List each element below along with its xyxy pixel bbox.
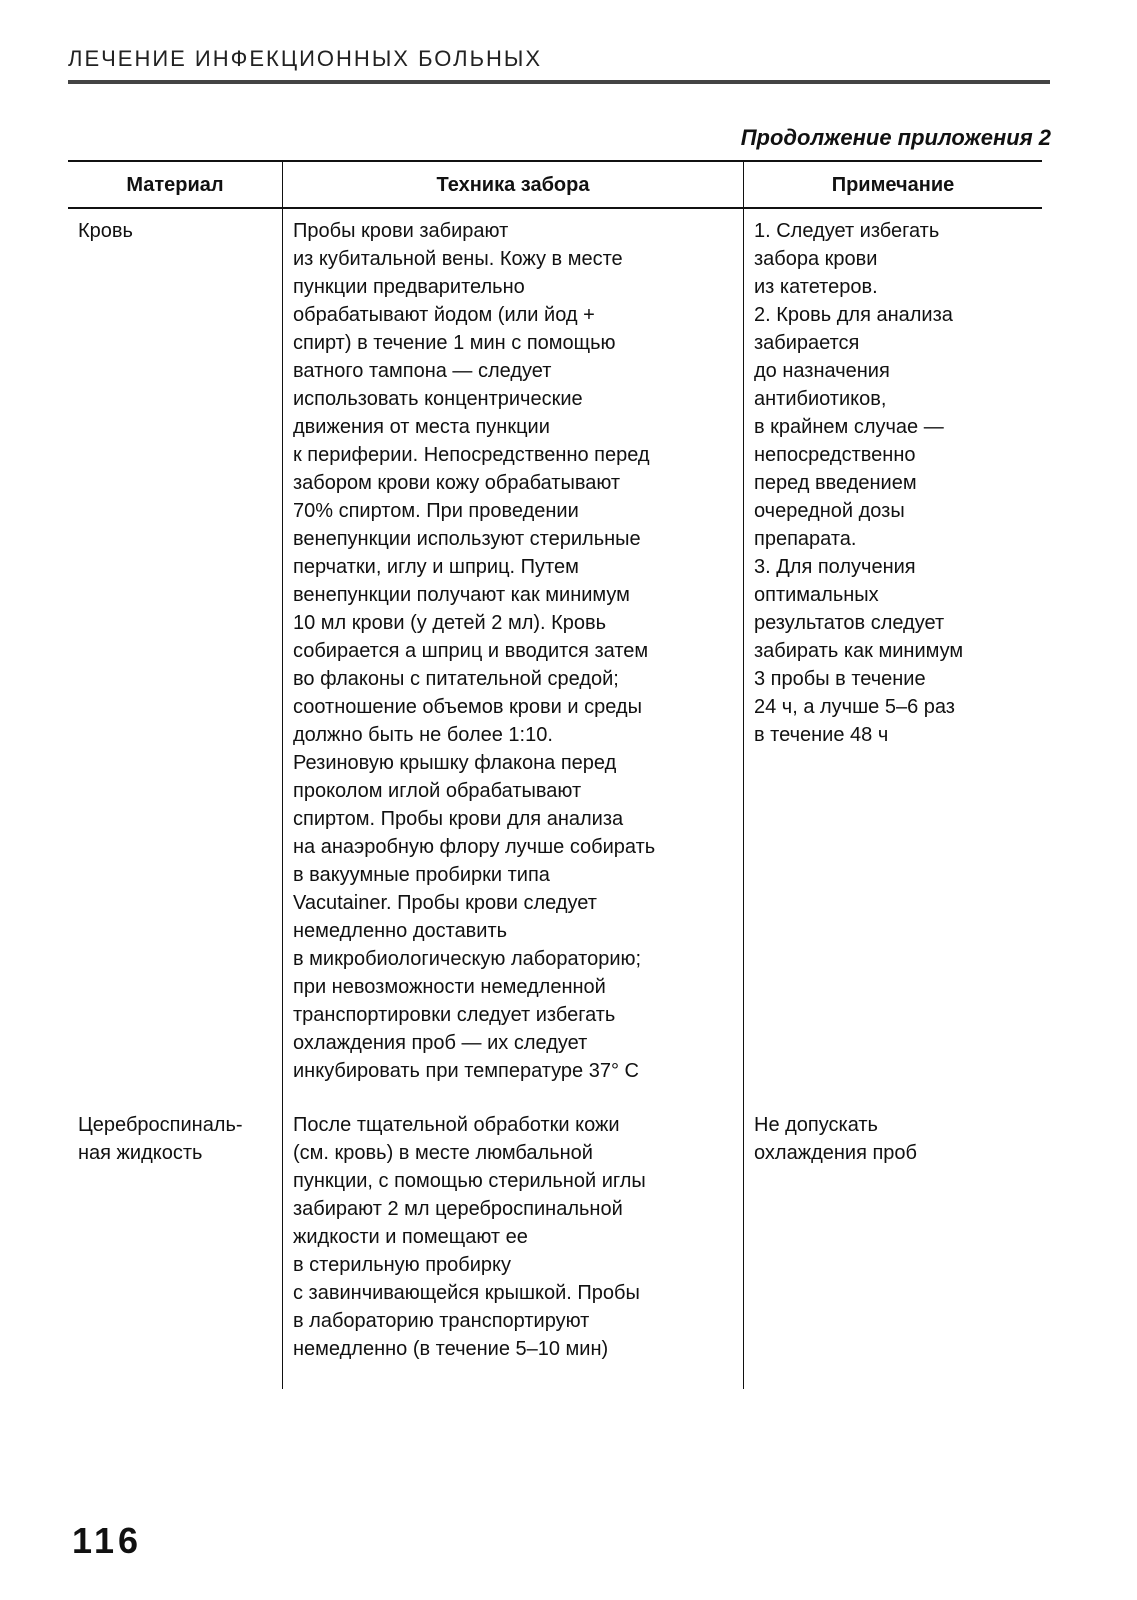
cell-note: 1. Следует избегать забора крови из катетеров. 2. Кровь для анализа забирается до назначения антибиотиков, в крайнем случае — непосредственно перед введением очередной дозы препарата. 3. Для получения оптимальных результатов следует забирать как минимум 3 пробы в течение 24 ч, а лучше 5–6 раз в течение 48 ч bbox=[754, 220, 964, 746]
header-note: Примечание bbox=[744, 161, 1043, 208]
appendix-table bbox=[68, 160, 1040, 1389]
table-header-row bbox=[68, 161, 1042, 208]
table-row-blood bbox=[68, 208, 1042, 1111]
cell-technique: Пробы крови забирают из кубитальной вены. Кожу в месте пункции предварительно обрабатывают йодом (или йод + спирт) в течение 1 мин с помощью ватного тампона — следует использовать концентрические движения от места пункции к периферии. Непосредственно перед забором крови кожу обрабатывают 70% спиртом. При проведении венепункции используют стерильные перчатки, иглу и шприц. Путем венепункции получают как минимум 10 мл крови (у детей 2 мл). Кровь собирается а шприц и вводится затем во флаконы с питательной средой; соотношение объемов крови и среды должно быть не более 1:10. Резиновую крышку флакона перед проколом иглой обрабатывают спиртом. Пробы крови для анализа на анаэробную флору лучше собирать в вакуумные пробирки типа Vacutainer. Пробы крови следует немедленно доставить в микробиологическую лабораторию; при невозможности немедленной транспортировки следует избегать охлаждения проб — их следует инкубировать при температуре 37° С bbox=[283, 208, 744, 1111]
header-material: Материал bbox=[68, 161, 283, 208]
table-caption: Продолжение приложения 2 bbox=[740, 125, 1051, 150]
table-row-csf bbox=[68, 1111, 1042, 1389]
header-rule bbox=[68, 80, 1050, 84]
cell-note: Не допускать охлаждения проб bbox=[754, 1114, 917, 1164]
running-head: ЛЕЧЕНИЕ ИНФЕКЦИОННЫХ БОЛЬНЫХ bbox=[68, 46, 543, 71]
page-number: 116 bbox=[72, 1520, 143, 1561]
specimen-table bbox=[68, 160, 1042, 1389]
cell-material: Цереброспиналь- ная жидкость bbox=[68, 1111, 283, 1389]
cell-material: Кровь bbox=[68, 208, 283, 1111]
cell-technique: После тщательной обработки кожи (см. кровь) в месте люмбальной пункции, с помощью стерильной иглы забирают 2 мл цереброспинальной жидкости и помещают ее в стерильную пробирку с завинчивающейся крышкой. Пробы в лабораторию транспортируют немедленно (в течение 5–10 мин) bbox=[283, 1111, 744, 1389]
header-technique: Техника забора bbox=[283, 161, 744, 208]
